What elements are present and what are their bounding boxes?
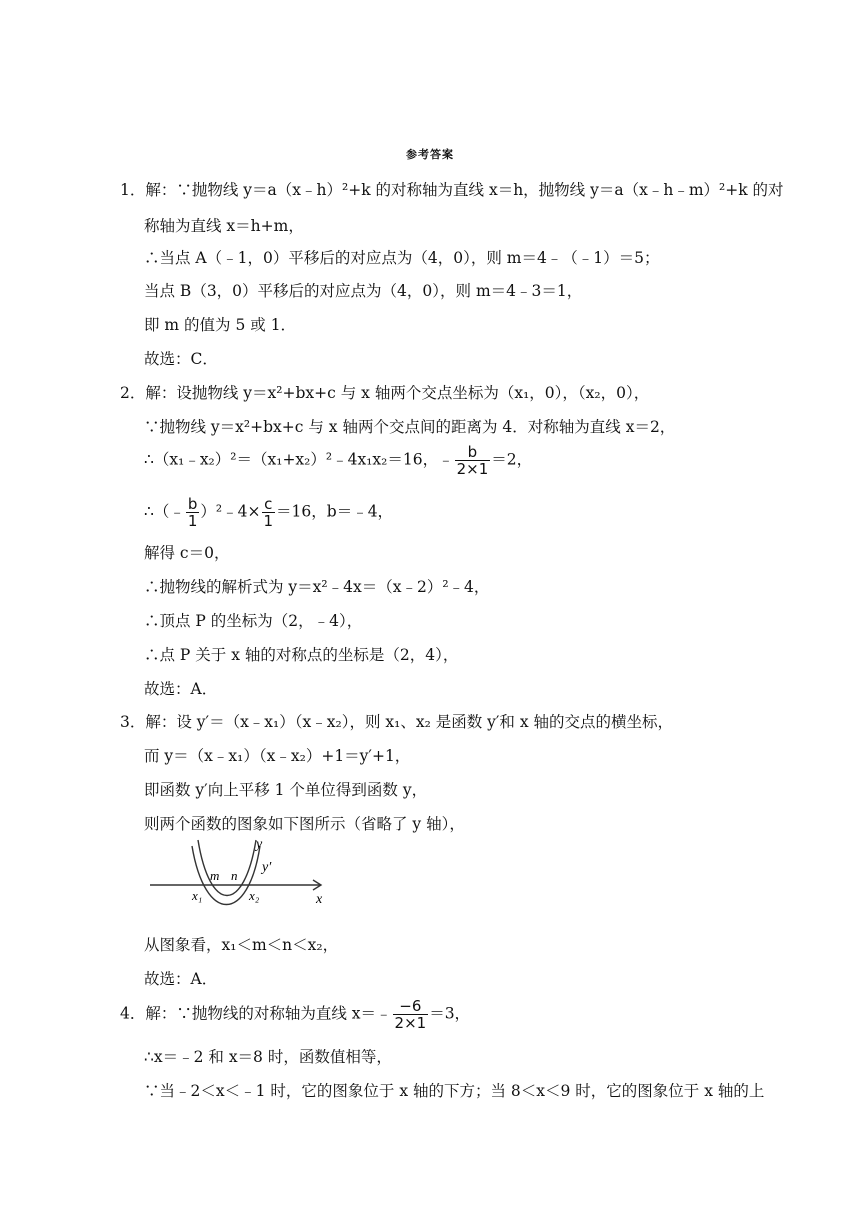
q2-line-4-tail: ＝16，b＝﹣4， (276, 502, 394, 521)
fraction-numerator: b (467, 443, 478, 461)
fraction-numerator: b (187, 495, 198, 513)
q1-line-4: 当点 B（3，0）平移后的对应点为（4，0），则 m＝4﹣3＝1， (144, 282, 583, 300)
q1-line-6: 故选：C． (144, 350, 218, 368)
fraction (393, 998, 429, 1031)
q2-line-4-text: ∴（﹣ (144, 502, 185, 521)
fraction-numerator: −6 (399, 997, 422, 1015)
fraction-denominator: 2×1 (394, 1014, 427, 1032)
fraction (455, 444, 491, 477)
q4-line-3: ∵当﹣2＜x＜﹣1 时，它的图象位于 x 轴的下方；当 8＜x＜9 时，它的图象位于 x 轴的上 (144, 1082, 765, 1100)
q1-line-1: 1．解：∵抛物线 y＝a（x﹣h）²+k 的对称轴为直线 x＝h，抛物线 y＝a（x﹣h﹣m）²+k 的对 (120, 181, 784, 199)
q4-line-1-tail: ＝3， (429, 1004, 471, 1023)
q2-line-9: 故选：A． (144, 680, 218, 698)
fraction (186, 496, 200, 529)
q4-line-1-text: 4．解：∵抛物线的对称轴为直线 x＝﹣ (120, 1004, 392, 1023)
page-title: 参考答案 (406, 148, 454, 161)
fraction-denominator: 1 (263, 512, 274, 530)
graph-n-label: n (231, 868, 238, 883)
graph-m-label: m (210, 868, 220, 883)
q2-line-2: ∵抛物线 y＝x²+bx+c 与 x 轴两个交点间的距离为 4．对称轴为直线 x＝2， (144, 418, 676, 436)
q2-line-5: 解得 c＝0， (144, 544, 230, 562)
q2-line-4-mid: ）²﹣4× (200, 502, 261, 521)
q3-line-5: 从图象看，x₁＜m＜n＜x₂， (144, 936, 339, 954)
fraction-denominator: 2×1 (456, 460, 489, 478)
q2-line-3-tail: ＝2， (491, 450, 533, 469)
q3-line-6: 故选：A． (144, 970, 218, 988)
q3-line-2: 而 y＝（x﹣x₁）（x﹣x₂）+1＝y′+1， (144, 747, 411, 765)
fraction-denominator: 1 (187, 512, 198, 530)
q2-line-7: ∴顶点 P 的坐标为（2，﹣4）， (144, 612, 363, 630)
q3-line-1: 3．解：设 y′＝（x﹣x₁）（x﹣x₂），则 x₁、x₂ 是函数 y′和 x 轴的交点的横坐标， (120, 713, 674, 731)
parabola-graph (140, 836, 340, 926)
q2-line-3 (144, 444, 532, 477)
q3-line-4: 则两个函数的图象如下图所示（省略了 y 轴）， (144, 815, 465, 833)
q1-line-3: ∴当点 A（﹣1，0）平移后的对应点为（4，0），则 m＝4﹣（﹣1）＝5； (144, 249, 660, 267)
graph-x1-label: x₁ (192, 888, 203, 903)
q3-line-3: 即函数 y′向上平移 1 个单位得到函数 y， (144, 781, 428, 799)
q4-line-1 (120, 998, 470, 1031)
graph-x2-label: x₂ (249, 888, 260, 903)
q1-line-5: 即 m 的值为 5 或 1． (144, 316, 297, 334)
graph-y-prime-label: y′ (262, 860, 272, 875)
q4-line-2: ∴x＝﹣2 和 x＝8 时，函数值相等， (144, 1048, 392, 1066)
q2-line-1: 2．解：设抛物线 y＝x²+bx+c 与 x 轴两个交点坐标为（x₁，0），（x₂，0）， (120, 384, 650, 402)
q2-line-3-text: ∴（x₁﹣x₂）²＝（x₁+x₂）²﹣4x₁x₂＝16，﹣ (144, 450, 454, 469)
fraction (262, 496, 276, 529)
q2-line-4 (144, 496, 393, 529)
graph-y-label: y (256, 837, 263, 852)
q2-line-8: ∴点 P 关于 x 轴的对称点的坐标是（2，4）， (144, 646, 459, 664)
q2-line-6: ∴抛物线的解析式为 y＝x²﹣4x＝（x﹣2）²﹣4， (144, 578, 490, 596)
graph-x-label: x (316, 892, 323, 907)
fraction-numerator: c (264, 495, 273, 513)
q1-line-2: 称轴为直线 x＝h+m， (144, 217, 304, 235)
